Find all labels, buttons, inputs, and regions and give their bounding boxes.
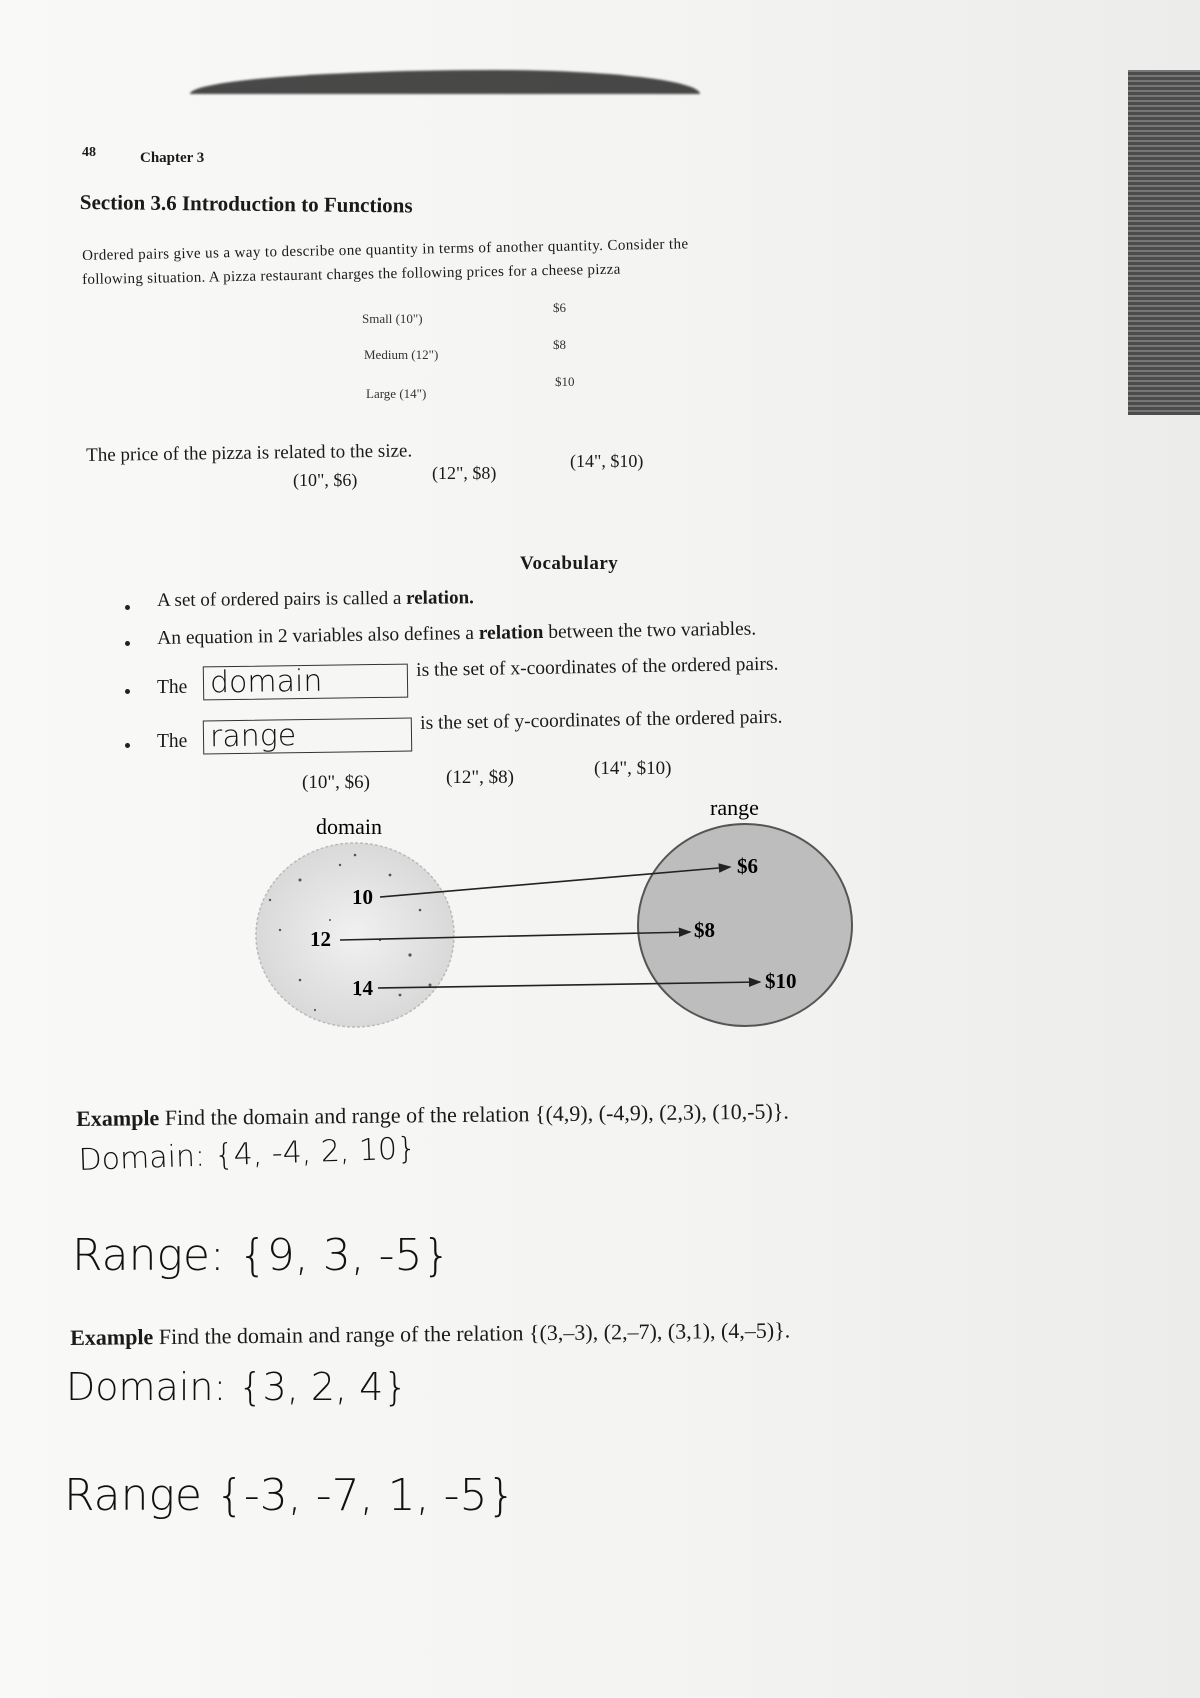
price-small: $6 <box>553 300 566 315</box>
page-number: 48 <box>82 145 96 160</box>
example-1-domain-answer: Domain: {4, -4, 2, 10} <box>78 1131 417 1178</box>
price-large: $10 <box>555 374 575 389</box>
vocab-b2-tail: between the two variables. <box>543 618 757 643</box>
vocab-b3-text: is the set of x-coordinates of the ordered pairs. <box>416 653 779 681</box>
price-medium: $8 <box>553 337 566 352</box>
bullet <box>125 641 130 646</box>
example-1-label: Example <box>76 1105 160 1131</box>
domain-value-10: 10 <box>352 885 373 909</box>
example-2 <box>70 1317 790 1351</box>
domain-value-12: 12 <box>310 927 331 951</box>
vocab-b2-text: An equation in 2 variables also defines a <box>157 622 479 649</box>
vocab-b1-bold: relation. <box>406 587 474 609</box>
example-2-text: Find the domain and range of the relation {(3,–3), (2,–7), (3,1), (4,–5)}. <box>158 1317 791 1350</box>
range-value-8: $8 <box>694 918 715 942</box>
example-1 <box>76 1099 789 1132</box>
pair-1b: (12", $8) <box>432 463 497 483</box>
range-answer: range <box>209 718 297 755</box>
pair-2b: (12", $8) <box>446 767 514 788</box>
intro-line-2: following situation. A pizza restaurant charges the following prices for a cheese pizza <box>82 261 621 288</box>
book-edge <box>1128 70 1200 415</box>
bullet <box>125 605 130 610</box>
range-label: range <box>710 795 759 820</box>
intro-line-1: Ordered pairs give us a way to describe one quantity in terms of another quantity. Consider the <box>82 236 689 264</box>
domain-answer-box <box>203 664 408 701</box>
vocab-b4-the: The <box>157 731 188 752</box>
mapping-diagram <box>0 780 1200 1050</box>
vocab-b1-text: A set of ordered pairs is called a <box>157 587 407 611</box>
pair-2a: (10", $6) <box>302 772 370 793</box>
pair-1c: (14", $10) <box>570 451 644 471</box>
domain-answer: domain <box>209 663 323 701</box>
size-small: Small (10") <box>362 311 423 326</box>
size-large: Large (14") <box>366 386 427 401</box>
chapter-label: Chapter 3 <box>140 150 205 166</box>
page-fold-shadow <box>190 70 700 94</box>
vocab-bullet-1 <box>157 587 474 612</box>
example-2-label: Example <box>70 1324 154 1350</box>
vocabulary-title: Vocabulary <box>520 553 619 574</box>
bullet <box>125 743 130 748</box>
example-2-domain-answer: Domain: {3, 2, 4} <box>66 1365 408 1409</box>
vocab-b3-the: The <box>157 677 188 698</box>
vocab-b2-bold: relation <box>478 621 544 644</box>
vocab-bullet-2 <box>157 619 756 650</box>
vocab-b4-text: is the set of y-coordinates of the ordered pairs. <box>420 706 783 734</box>
bullet <box>125 689 130 694</box>
example-1-range-answer: Range: {9, 3, -5} <box>72 1230 451 1281</box>
section-title: Section 3.6 Introduction to Functions <box>79 190 413 218</box>
range-value-6: $6 <box>737 854 758 878</box>
domain-label: domain <box>316 814 382 839</box>
pair-2c: (14", $10) <box>594 758 672 779</box>
pair-1a: (10", $6) <box>293 470 358 490</box>
range-answer-box <box>203 718 412 755</box>
example-1-text: Find the domain and range of the relation {(4,9), (-4,9), (2,3), (10,-5)}. <box>164 1098 789 1131</box>
example-2-range-answer: Range {-3, -7, 1, -5} <box>64 1470 516 1521</box>
domain-value-14: 14 <box>352 976 373 1000</box>
relation-sentence: The price of the pizza is related to the size. <box>86 440 413 466</box>
range-value-10: $10 <box>765 969 797 993</box>
size-medium: Medium (12") <box>364 347 439 362</box>
